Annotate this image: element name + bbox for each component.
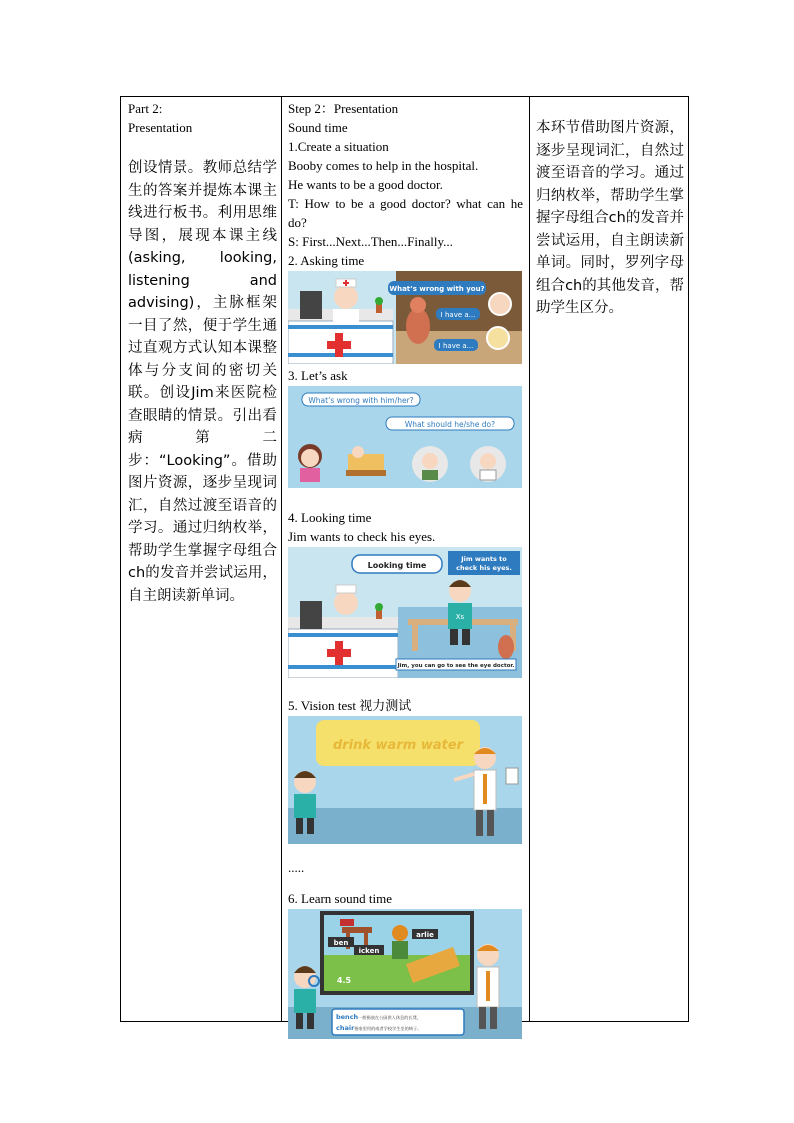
dots: .....: [288, 860, 305, 875]
lesson-table: [120, 96, 689, 1032]
score-value: 4.5: [336, 976, 352, 985]
word-icken: icken: [358, 947, 380, 955]
step-2: 2. Asking time: [288, 253, 365, 268]
definition-bench: bench一般指放在公园供人休息的长凳。: [336, 1013, 421, 1021]
column-steps: [282, 97, 530, 1032]
step-6: 6. Learn sound time: [288, 891, 392, 906]
column-notes: [530, 97, 688, 1021]
step-1-line-b: He wants to be a good doctor.: [288, 177, 443, 192]
board-drink-warm-water: drink warm water: [332, 738, 464, 753]
bubble-i-have-2: I have a...: [438, 342, 474, 350]
step-1-line-c: T: How to be a good doctor? what can he do?: [288, 196, 523, 230]
part-title: Presentation: [128, 120, 193, 135]
bubble-wrong-him: What’s wrong with him/her?: [308, 396, 414, 405]
column-part: [121, 97, 282, 1021]
bubble-what-wrong: What’s wrong with you?: [389, 285, 485, 293]
step-4: 4. Looking time: [288, 510, 372, 525]
jim-caption: Jim wants to check his eyes.: [456, 555, 512, 572]
word-ben: ben: [333, 939, 349, 947]
learn-sound-picture: [288, 909, 522, 1039]
looking-time-picture: [288, 547, 522, 678]
vision-test-picture: [288, 716, 522, 844]
notes-text: 本环节借助图片资源，逐步呈现词汇，自然过渡至语音的学习。通过归纳枚举，帮助学生掌握字母组合ch的发音并尝试运用，自主朗读新单词。同时，罗列字母组合ch的其他发音，帮助学生区分。: [536, 120, 684, 316]
jim-shirt-text: Xs: [455, 613, 465, 621]
part-description: 创设情景。教师总结学生的答案并提炼本课主线进行板书。利用思维导图，展现本课主线(asking, looking, listening and advising)，主脉框架一目了然，便于学生通过直观方式认知本课整体与分支间的密切关联。创设Jim来医院检查眼睛的情景。引出看病第二步：“Looking”。借助图片资源，逐步呈现词汇，自然过渡至语音的学习。通过归纳枚举，帮助学生掌握字母组合ch的发音并尝试运用，自主朗读新单词。: [128, 160, 277, 604]
sign-eye-doctor: Jim, you can go to see the eye doctor.: [397, 663, 515, 669]
step-4-line: Jim wants to check his eyes.: [288, 529, 436, 544]
asking-time-picture: [288, 271, 522, 364]
step-5: 5. Vision test 视力测试: [288, 698, 412, 713]
sound-time-label: Sound time: [288, 120, 348, 135]
step-title: Step 2：Presentation: [288, 101, 399, 116]
definition-chair: chair指家里用的或者学校学生坐的椅子。: [336, 1024, 422, 1032]
word-arlie: arlie: [416, 931, 434, 939]
board-looking-time: Looking time: [367, 561, 427, 570]
bubble-what-should: What should he/she do?: [404, 420, 496, 429]
bubble-i-have-1: I have a...: [440, 311, 476, 319]
step-1-line-d: S: First...Next...Then...Finally...: [288, 234, 453, 249]
lets-ask-picture: [288, 386, 522, 488]
step-1-line-a: Booby comes to help in the hospital.: [288, 158, 479, 173]
step-1: 1.Create a situation: [288, 139, 389, 154]
part-label: Part 2:: [128, 101, 163, 116]
step-3: 3. Let’s ask: [288, 368, 348, 383]
